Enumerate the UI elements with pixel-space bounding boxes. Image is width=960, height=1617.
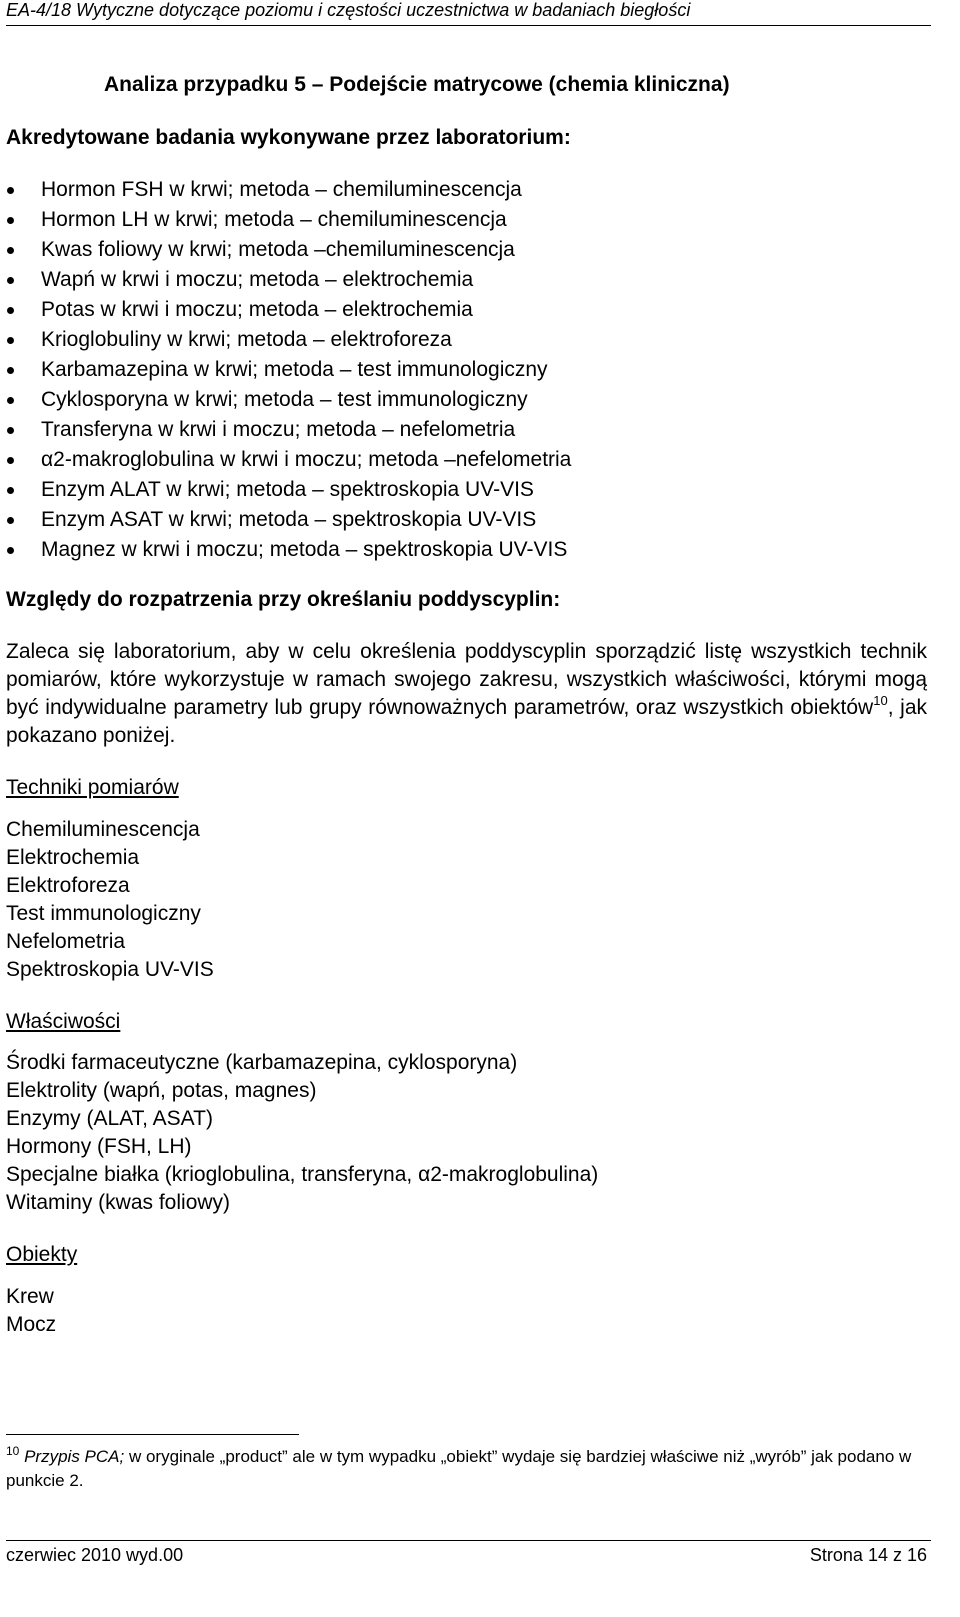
- header-divider: [6, 25, 931, 26]
- technique-item: Chemiluminescencja: [6, 818, 200, 841]
- technique-item: Elektrochemia: [6, 846, 140, 869]
- bullet-icon: [7, 337, 14, 344]
- object-item: Krew: [6, 1285, 54, 1308]
- accredited-test-label: Enzym ALAT w krwi; metoda – spektroskopia UV-VIS: [41, 478, 534, 501]
- accredited-tests-heading: Akredytowane badania wykonywane przez laboratorium:: [6, 126, 571, 149]
- accredited-test-item: [6, 265, 571, 295]
- accredited-test-label: Enzym ASAT w krwi; metoda – spektroskopia UV-VIS: [41, 508, 537, 531]
- accredited-test-item: [6, 235, 571, 265]
- accredited-test-item: [6, 505, 571, 535]
- accredited-tests-list: [6, 175, 571, 565]
- object-item: Mocz: [6, 1313, 57, 1336]
- property-item: Elektrolity (wapń, potas, magnes): [6, 1079, 317, 1102]
- accredited-test-label: Krioglobuliny w krwi; metoda – elektroforeza: [41, 328, 452, 351]
- bullet-icon: [7, 187, 14, 194]
- bullet-icon: [7, 397, 14, 404]
- footnote-number: 10: [6, 1444, 20, 1458]
- accredited-test-item: [6, 355, 571, 385]
- accredited-test-label: Magnez w krwi i moczu; metoda – spektroskopia UV-VIS: [41, 538, 568, 561]
- footer-page-number: Strona 14 z 16: [809, 1545, 927, 1565]
- paragraph-text: Zaleca się laboratorium, aby w celu określenia poddyscyplin sporządzić listę wszystkich technik pomiarów, które wykorzystuje w ramach swojego zakresu, wszystkich właściwości, którymi mogą być indywidualne parametry lub grupy równoważnych parametrów, oraz wszystkich obiektów: [6, 640, 927, 719]
- bullet-icon: [7, 517, 14, 524]
- accredited-test-label: Transferyna w krwi i moczu; metoda – nefelometria: [41, 418, 516, 441]
- bullet-icon: [7, 367, 14, 374]
- accredited-test-item: [6, 415, 571, 445]
- accredited-test-item: [6, 205, 571, 235]
- property-item: Środki farmaceutyczne (karbamazepina, cyklosporyna): [6, 1051, 518, 1074]
- accredited-test-item: [6, 445, 571, 475]
- paragraph-tail: , jak pokazano poniżej.: [6, 696, 927, 747]
- techniques-list: [6, 816, 214, 984]
- properties-list: [6, 1049, 598, 1217]
- footer-date: czerwiec 2010 wyd.00: [6, 1545, 184, 1565]
- accredited-test-item: [6, 385, 571, 415]
- property-item: Specjalne białka (krioglobulina, transferyna, α2-makroglobulina): [6, 1163, 599, 1186]
- accredited-test-item: [6, 325, 571, 355]
- footnote: [6, 1445, 916, 1493]
- technique-item: Spektroskopia UV-VIS: [6, 958, 214, 981]
- technique-item: Nefelometria: [6, 930, 126, 953]
- accredited-test-label: Karbamazepina w krwi; metoda – test immunologiczny: [41, 358, 548, 381]
- footer-divider: [6, 1540, 931, 1541]
- footnote-text: w oryginale „product” ale w tym wypadku „obiekt” wydaje się bardziej właściwe niż „wyrób” jak podano w punkcie 2.: [6, 1447, 912, 1490]
- bullet-icon: [7, 277, 14, 284]
- footnote-prefix: Przypis PCA;: [24, 1447, 125, 1466]
- bullet-icon: [7, 487, 14, 494]
- accredited-test-label: Potas w krwi i moczu; metoda – elektrochemia: [41, 298, 473, 321]
- accredited-test-item: [6, 475, 571, 505]
- accredited-test-label: Cyklosporyna w krwi; metoda – test immunologiczny: [41, 388, 528, 411]
- accredited-test-item: [6, 535, 571, 565]
- accredited-test-label: Hormon FSH w krwi; metoda – chemiluminescencja: [41, 178, 522, 201]
- bullet-icon: [7, 307, 14, 314]
- techniques-heading: Techniki pomiarów: [6, 776, 179, 799]
- footnote-reference: 10: [873, 693, 888, 708]
- properties-heading: Właściwości: [6, 1010, 121, 1033]
- property-item: Enzymy (ALAT, ASAT): [6, 1107, 213, 1130]
- accredited-test-item: [6, 295, 571, 325]
- bullet-icon: [7, 547, 14, 554]
- accredited-test-item: [6, 175, 571, 205]
- bullet-icon: [7, 217, 14, 224]
- accredited-test-label: Wapń w krwi i moczu; metoda – elektrochemia: [41, 268, 474, 291]
- accredited-test-label: Hormon LH w krwi; metoda – chemiluminescencja: [41, 208, 507, 231]
- page-header: EA-4/18 Wytyczne dotyczące poziomu i częstości uczestnictwa w badaniach biegłości: [6, 0, 691, 20]
- accredited-test-label: Kwas foliowy w krwi; metoda –chemiluminescencja: [41, 238, 515, 261]
- bullet-icon: [7, 427, 14, 434]
- technique-item: Test immunologiczny: [6, 902, 201, 925]
- footnote-divider: [6, 1434, 299, 1435]
- accredited-test-label: α2-makroglobulina w krwi i moczu; metoda –nefelometria: [41, 448, 572, 471]
- considerations-heading: Względy do rozpatrzenia przy określaniu poddyscyplin:: [6, 588, 561, 611]
- recommendation-paragraph: [6, 638, 927, 750]
- bullet-icon: [7, 457, 14, 464]
- property-item: Witaminy (kwas foliowy): [6, 1191, 231, 1214]
- technique-item: Elektroforeza: [6, 874, 130, 897]
- objects-list: [6, 1283, 56, 1339]
- property-item: Hormony (FSH, LH): [6, 1135, 192, 1158]
- case-title: Analiza przypadku 5 – Podejście matrycowe (chemia kliniczna): [104, 73, 730, 96]
- objects-heading: Obiekty: [6, 1243, 78, 1266]
- bullet-icon: [7, 247, 14, 254]
